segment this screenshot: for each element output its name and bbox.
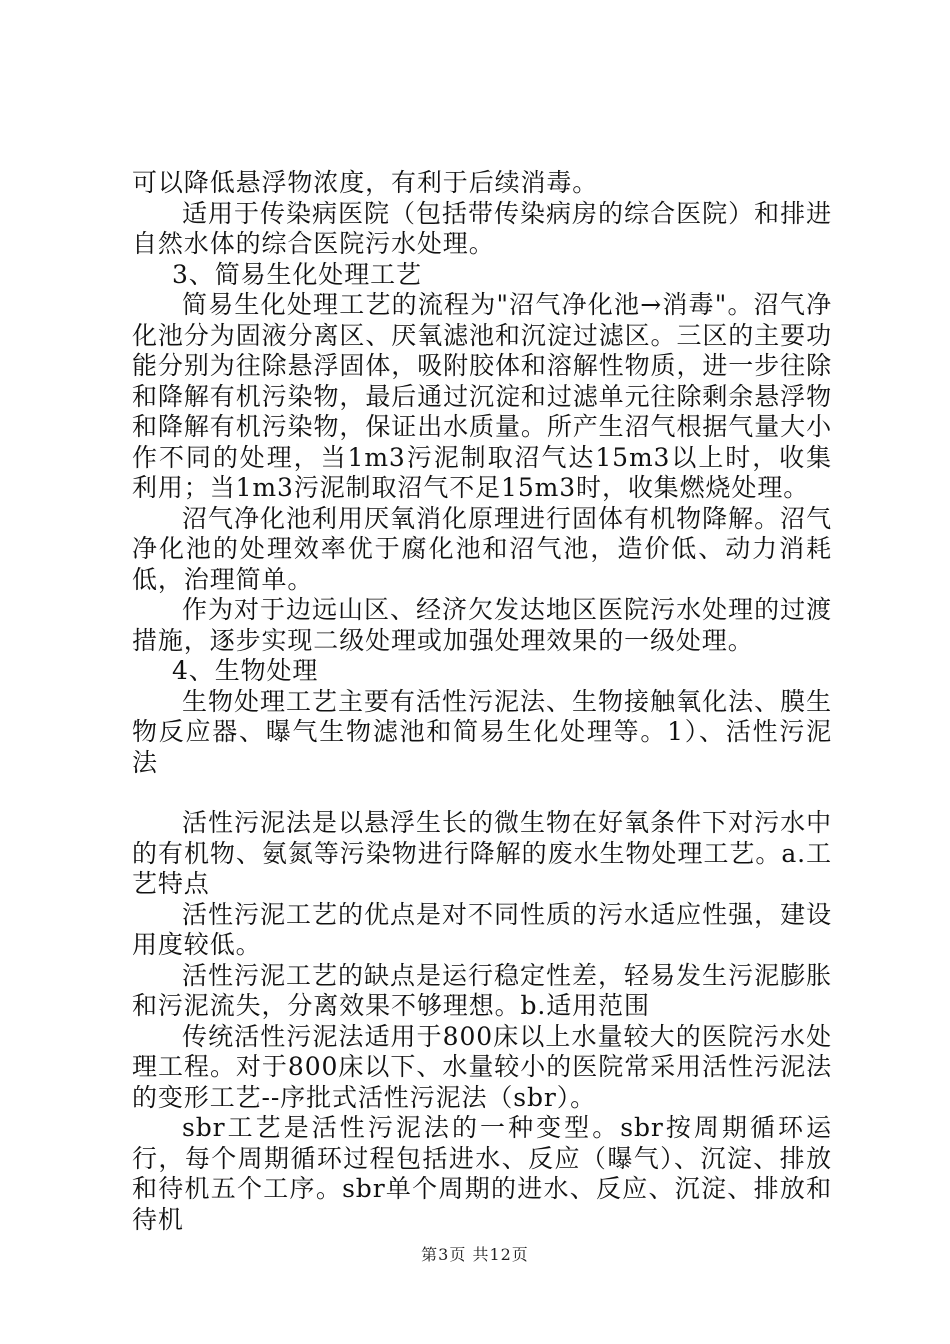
section-heading-simple-biochemical: 3、简易生化处理工艺 [172, 259, 422, 289]
paragraph-simple-biochemical-process: 简易生化处理工艺的流程为"沼气净化池→消毒"。沼气净化池分为固液分离区、厌氧滤池和沉淀过滤区。三区的主要功能分别为往除悬浮固体，吸附胶体和溶解性物质，进一步往除和降解有机污染物，最后通过沉淀和过滤单元往除剩余悬浮物和降解有机污染物，保证出水质量。所产生沼气根据气量大小作不同的处理，当1m3污泥制取沼气达15m3以上时，收集利用；当1m3污泥制取沼气不足15m3时，收集燃烧处理。 [132, 290, 832, 502]
paragraph-transition-measure: 作为对于边远山区、经济欠发达地区医院污水处理的过渡措施，逐步实现二级处理或加强处理效果的一级处理。 [132, 595, 832, 655]
paragraph-continuation: 可以降低悬浮物浓度，有利于后续消毒。 [132, 168, 599, 197]
paragraph-biogas-purification: 沼气净化池利用厌氧消化原理进行固体有机物降解。沼气净化池的处理效率优于腐化池和沼气池，造价低、动力消耗低，治理简单。 [132, 503, 832, 594]
page-footer: 第3页 共12页 [421, 1245, 529, 1264]
paragraph-scope: 传统活性污泥法适用于800床以上水量较大的医院污水处理工程。对于800床以下、水量较小的医院常采用活性污泥法的变形工艺--序批式活性污泥法（sbr）。 [132, 1021, 832, 1112]
section-heading-biological-treatment: 4、生物处理 [172, 656, 319, 685]
paragraph-sbr: sbr工艺是活性污泥法的一种变型。sbr按周期循环运行，每个周期循环过程包括进水、反应（曝气）、沉淀、排放和待机五个工序。sbr单个周期的进水、反应、沉淀、排放和待机 [132, 1113, 832, 1234]
paragraph-disadvantages: 活性污泥工艺的缺点是运行稳定性差，轻易发生污泥膨胀和污泥流失，分离效果不够理想。b.适用范围 [132, 960, 832, 1020]
paragraph-activated-sludge-definition: 活性污泥法是以悬浮生长的微生物在好氧条件下对污水中的有机物、氨氮等污染物进行降解的废水生物处理工艺。a.工艺特点 [132, 808, 832, 898]
paragraph-applicability: 适用于传染病医院（包括带传染病房的综合医院）和排进自然水体的综合医院污水处理。 [132, 198, 832, 258]
document-body [132, 168, 832, 1235]
paragraph-advantages: 活性污泥工艺的优点是对不同性质的污水适应性强，建设用度较低。 [132, 899, 832, 959]
paragraph-biological-processes: 生物处理工艺主要有活性污泥法、生物接触氧化法、膜生物反应器、曝气生物滤池和简易生化处理等。1）、活性污泥法 [132, 686, 832, 777]
